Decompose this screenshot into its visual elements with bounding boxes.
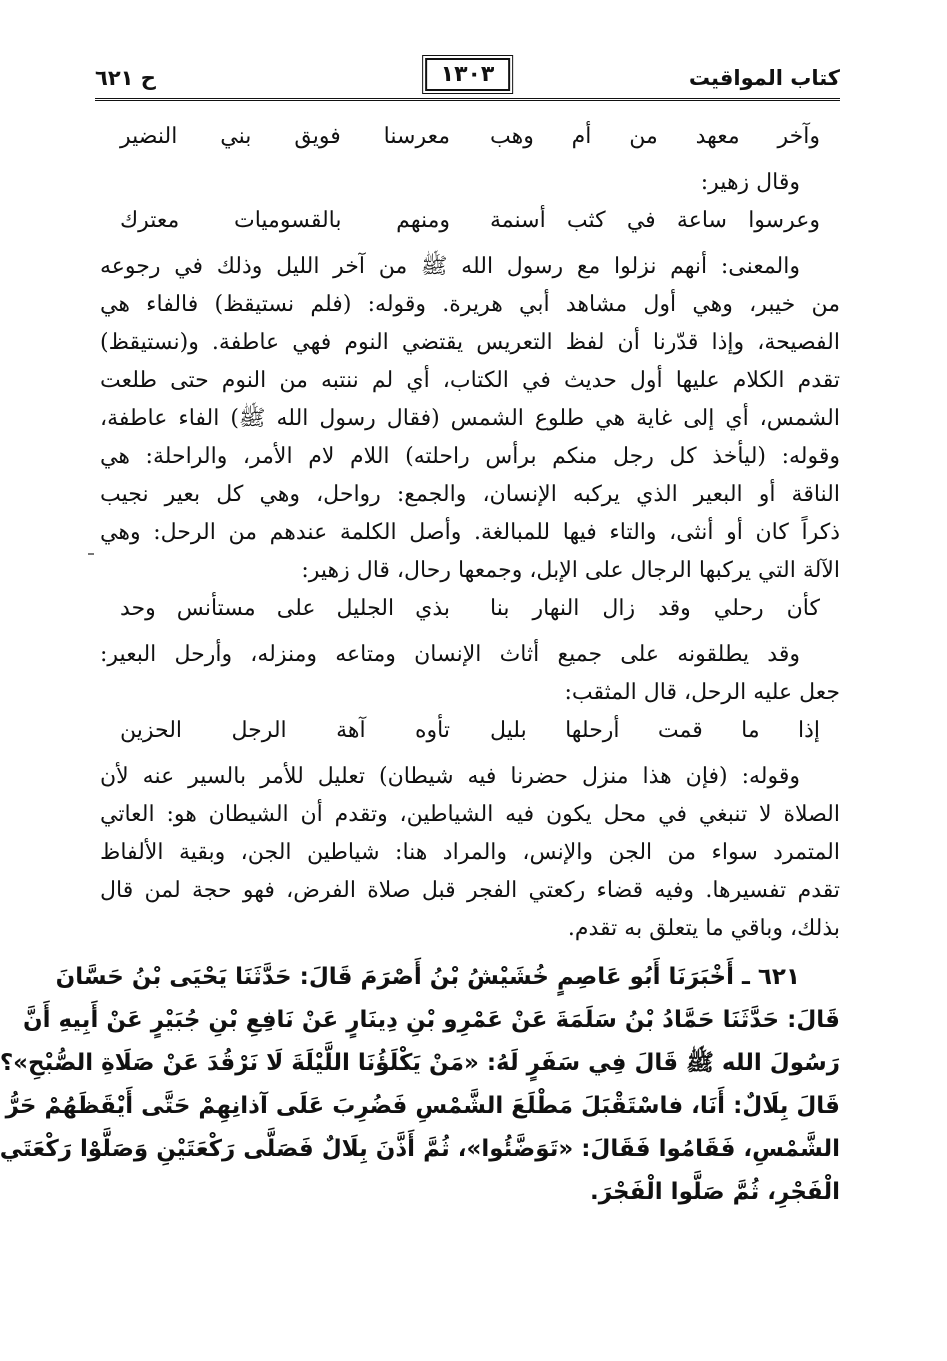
verse-hemistich: إذا ما قمت أرحلها بليل <box>490 718 820 743</box>
page-header <box>95 58 840 98</box>
paragraph-2 <box>100 636 840 712</box>
hadith-line: ٦٢١ ـ أَخْبَرَنَا أَبُو عَاصِمٍ خُشَيْشُ بْنُ أَصْرَمَ قَالَ: حَدَّثَنَا يَحْيَى بْنُ حَسَّانَ <box>55 964 800 990</box>
margin-mark <box>88 553 94 555</box>
verse-hemistich: ومنهم بالقسوميات معترك <box>120 208 450 233</box>
chapter-title: كتاب المواقيت <box>688 66 840 90</box>
text-line: وقوله: (فإن هذا منزل حضرنا فيه شيطان) تعليل للأمر بالسير عنه لأن <box>100 764 800 789</box>
page-number: ١٣٠٣ <box>425 58 511 91</box>
commentary-body <box>0 118 840 1214</box>
hadith-text <box>0 956 840 1214</box>
paragraph-1 <box>100 248 840 590</box>
verse-hemistich: بذي الجليل على مستأنس وحد <box>120 596 450 621</box>
hadith-line: الشَّمْسِ، فَقَامُوا فَقَالَ: «تَوَضَّئُوا»، ثُمَّ أَذَّنَ بِلَالٌ فَصَلَّى رَكْعَتَيْنِ وَصَلَّوْا رَكْعَتَي <box>0 1136 840 1162</box>
text-line: الصلاة لا تنبغي في محل يكون فيه الشياطين، وتقدم أن الشيطان هو: العاتي <box>100 802 840 827</box>
text-line: تقدم تفسيرها. وفيه قضاء ركعتي الفجر قبل صلاة الفرض، فهو حجة لمن قال <box>100 878 840 903</box>
text-line: وقال زهير: <box>700 170 800 195</box>
verse-hemistich: تأوه آهة الرجل الحزين <box>120 718 450 743</box>
text-line: بذلك، وباقي ما يتعلق به تقدم. <box>567 916 840 941</box>
text-line: وقوله: (ليأخذ كل رجل منكم برأس راحلته) اللام لام الأمر، والراحلة: هي <box>100 444 840 469</box>
hadith-line: قَالَ: حَدَّثَنَا حَمَّادُ بْنُ سَلَمَةَ عَنْ عَمْرِو بْنِ دِينَارٍ عَنْ نَافِعِ بْنِ جُبَيْرٍ عَنْ أَبِيهِ أَنَّ <box>22 1007 840 1033</box>
text-line: وقد يطلقونه على جميع أثاث الإنسان ومتاعه ومنزله، وأرحل البعير: <box>100 642 800 667</box>
text-line: الفصيحة، وإذا قدّرنا أن لفظ التعريس يقتضي النوم فهي عاطفة. و(نستيقظ) <box>100 330 840 355</box>
text-line: المتمرد سواء من الجن والإنس، والمراد هنا: شياطين الجن، وبقية الألفاظ <box>100 840 840 865</box>
hadith-line: الْفَجْرِ، ثُمَّ صَلَّوا الْفَجْرَ. <box>589 1179 840 1205</box>
verse-hemistich: وآخر معهد من أم وهب <box>490 124 820 149</box>
hadith-line: رَسُولَ الله ﷺ قَالَ فِي سَفَرٍ لَهُ: «مَنْ يَكْلَؤُنَا اللَّيْلَةَ لَا نَرْقُدَ عَنْ صَلَاةِ الصُّبْحِ»؟ <box>0 1050 840 1076</box>
text-line: تقدم الكلام عليها أول حديث في الكتاب، أي لم ننتبه من النوم حتى طلعت <box>100 368 840 393</box>
verse-4 <box>100 712 840 758</box>
text-line: الآلة التي يركبها الرجال على الإبل، وجمعها رحال، قال زهير: <box>301 558 840 583</box>
text-line: ذكراً كان أو أنثى، والتاء فيها للمبالغة. وأصل الكلمة عندهم من الرحل: وهي <box>100 520 840 545</box>
hadith-reference: ح ٦٢١ <box>95 66 156 90</box>
text-line: جعل عليه الرحل، قال المثقب: <box>564 680 840 705</box>
header-divider <box>95 98 840 101</box>
text-line: من خيبر، وهي أول مشاهد أبي هريرة. وقوله: (فلم نستيقظ) فالفاء هي <box>100 292 840 317</box>
paragraph-3 <box>100 758 840 948</box>
text-line: الشمس، أي إلى غاية هي طلوع الشمس (فقال رسول الله ﷺ) الفاء عاطفة، <box>100 406 840 431</box>
verse-1 <box>100 118 840 164</box>
verse-hemistich: كأن رحلي وقد زال النهار بنا <box>490 596 820 621</box>
verse-2 <box>100 202 840 248</box>
text-line: الناقة أو البعير الذي يركبه الإنسان، والجمع: رواحل، وهي كل بعير نجيب <box>100 482 840 507</box>
verse-hemistich: معرسنا فويق بني النضير <box>120 124 450 149</box>
verse-3 <box>100 590 840 636</box>
text-line: والمعنى: أنهم نزلوا مع رسول الله ﷺ من آخر الليل وذلك في رجوعه <box>100 254 800 279</box>
verse-hemistich: وعرسوا ساعة في كثب أسنمة <box>490 208 820 233</box>
hadith-line: قَالَ بِلَالٌ: أَنَا، فاسْتَقْبَلَ مَطْلَعَ الشَّمْسِ فَضُرِبَ عَلَى آذانِهِمْ حَتَّى أَيْقَظَهُمْ حَرُّ <box>5 1093 840 1119</box>
